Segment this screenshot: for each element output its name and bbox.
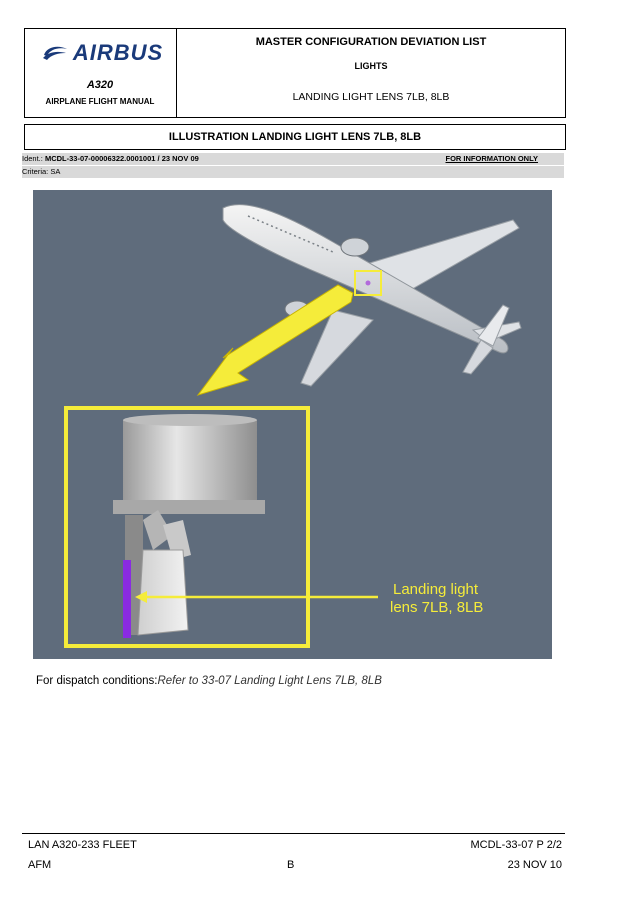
- landing-light-lens: [123, 560, 131, 638]
- chapter-title: LIGHTS: [354, 61, 388, 71]
- illustration-svg: [33, 190, 552, 659]
- footer-revision: B: [287, 859, 295, 871]
- footer-doc: AFM: [28, 859, 52, 871]
- callout-line-1: Landing light: [393, 581, 479, 598]
- criteria-bar: [22, 166, 564, 178]
- landing-light-assembly-icon: [113, 414, 265, 638]
- footer-page-ref: MCDL-33-07 P 2/2: [470, 839, 562, 851]
- dispatch-label: For dispatch conditions:: [36, 675, 158, 687]
- ident-bar: [22, 153, 564, 165]
- dispatch-reference: Refer to 33-07 Landing Light Lens 7LB, 8LB: [157, 675, 382, 687]
- footer-rule: [22, 833, 565, 834]
- logo-wordmark: AIRBUS: [72, 40, 164, 65]
- header-box: [24, 28, 566, 118]
- manual-title: AIRPLANE FLIGHT MANUAL: [45, 97, 155, 106]
- ident-text: [22, 153, 199, 165]
- ident-value: MCDL-33-07-00006322.0001001 / 23 NOV 09: [44, 154, 199, 163]
- airbus-swirl-icon: [41, 43, 69, 63]
- criteria-text: Criteria: SA: [22, 167, 61, 176]
- footer-date: 23 NOV 10: [507, 859, 562, 871]
- ident-label: Ident.:: [22, 154, 43, 163]
- illustration-title: ILLUSTRATION LANDING LIGHT LENS 7LB, 8LB: [24, 124, 566, 150]
- airbus-logo: [35, 39, 169, 67]
- dispatch-note: [36, 675, 382, 687]
- item-title: LANDING LIGHT LENS 7LB, 8LB: [292, 91, 450, 103]
- header-left-cell: [25, 29, 177, 117]
- aircraft-model: A320: [86, 79, 114, 91]
- footer-fleet: LAN A320-233 FLEET: [28, 839, 137, 851]
- header-right-cell: [177, 29, 565, 117]
- info-only-badge: FOR INFORMATION ONLY: [445, 154, 538, 163]
- landing-light-illustration: [33, 190, 552, 659]
- document-title: MASTER CONFIGURATION DEVIATION LIST: [255, 36, 487, 48]
- callout-line-2: lens 7LB, 8LB: [390, 599, 484, 616]
